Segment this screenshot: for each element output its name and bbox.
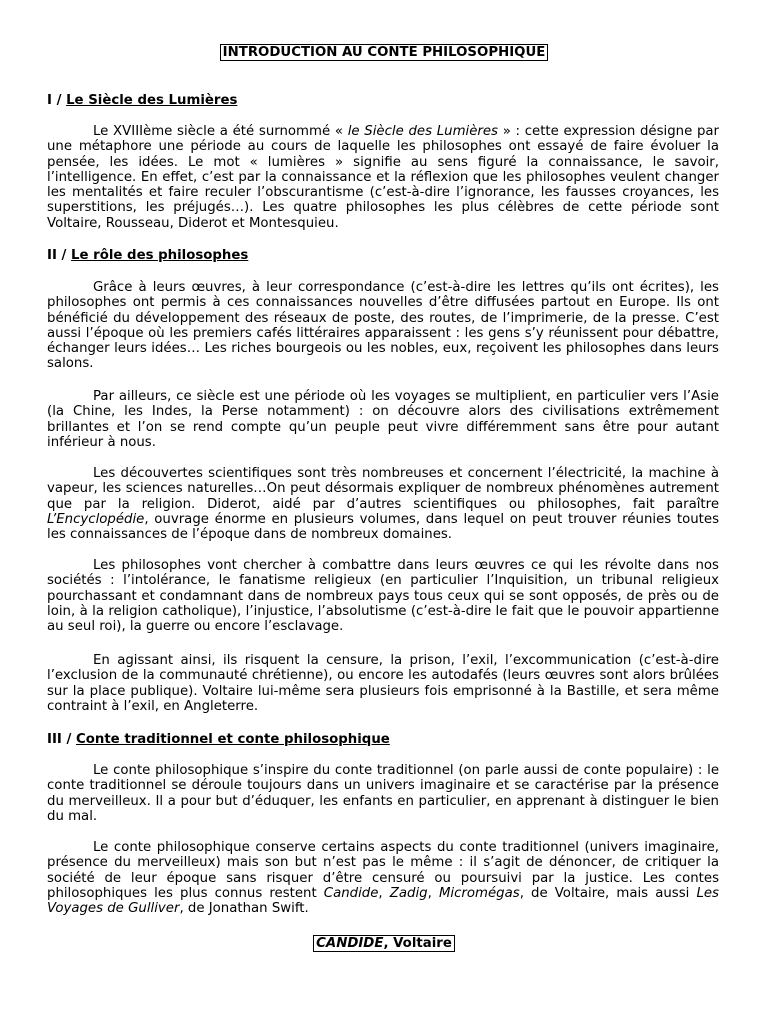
paragraph: Par ailleurs, ce siècle est une période où les voyages se multiplient, en particulier vers l’Asie (la Chine, les Indes, la Perse notamment) : on découvre alors des civilisations extrêmement brillantes et l’on se rend compte qu’un peuple peut vivre différemment sans être pour autant inférieur à nous. [47,389,719,450]
italic-title: Candide [323,885,379,901]
paragraph: Les découvertes scientifiques sont très nombreuses et concernent l’électricité, la machine à vapeur, les sciences naturelles…On peut désormais expliquer de nombreux phénomènes autrement que par la religion. Diderot, aidé par d’autres scientifiques ou philosophes, fait paraître L’Encyclopédie, ouvrage énorme en plusieurs volumes, dans lequel on peut trouver réunies toutes les connaissances de l’époque dans de nombreux domaines. [47,466,719,543]
section-title: Conte traditionnel et conte philosophique [75,732,390,747]
italic-title: L’Encyclopédie [47,511,145,527]
document-title: INTRODUCTION AU CONTE PHILOSOPHIQUE [220,44,549,61]
section-title: Le rôle des philosophes [71,248,249,263]
section-heading-2 [47,248,248,263]
italic-title: le Siècle des Lumières [347,124,498,139]
section-title: Le Siècle des Lumières [66,93,238,108]
paragraph: Les philosophes vont chercher à combattre dans leurs œuvres ce qui les révolte dans nos sociétés : l’intolérance, le fanatisme religieux (en particulier l’Inquisition, un tribunal religieux pourchassant et condamnant dans de nombreux pays tous ceux qui se sont opposés, de près ou de loin, à la religion catholique), l’injustice, l’absolutisme (c’est-à-dire le fait que le pouvoir appartienne au seul roi), la guerre ou encore l’esclavage. [47,558,719,635]
section-number: I / [47,93,62,108]
footer-work-title: CANDIDE [316,936,384,951]
italic-title: Micromégas [438,885,520,901]
italic-title: Zadig [389,885,428,901]
section-heading-3 [47,732,390,747]
paragraph: Grâce à leurs œuvres, à leur correspondance (c’est-à-dire les lettres qu’ils ont écrites), les philosophes ont permis à ces connaissances nouvelles d’être diffusées partout en Europe. Ils ont bénéficié du développement des réseaux de poste, des routes, de l’imprimerie, de la presse. C’est aussi l’époque où les premiers cafés littéraires apparaissent : les gens s’y réunissent pour débattre, échanger leurs idées… Les riches bourgeois ou les nobles, eux, reçoivent les philosophes dans leurs salons. [47,280,719,372]
paragraph: Le XVIIIème siècle a été surnommé « le Siècle des Lumières » : cette expression désigne par une métaphore une période au cours de laquelle les philosophes ont essayé de faire évoluer la pensée, les idées. Le mot « lumières » signifie au sens figuré la connaissance, le savoir, l’intelligence. En effet, c’est par la connaissance et la réflexion que les philosophes veulent changer les mentalités et faire reculer l’obscurantisme (c’est-à-dire l’ignorance, les fausses croyances, les superstitions, les préjugés…). Les quatre philosophes les plus célèbres de cette période sont Voltaire, Rousseau, Diderot et Montesquieu. [47,124,720,231]
document-title-container [0,44,768,61]
italic-title: Les Voyages de Gulliver [47,885,719,917]
paragraph: En agissant ainsi, ils risquent la censure, la prison, l’exil, l’excommunication (c’est-à-dire l’exclusion de la communauté chrétienne), ou encore les autodafés (leurs œuvres sont alors brûlées sur la place publique). Voltaire lui-même sera plusieurs fois emprisonné à la Bastille, et sera même contraint à l’exil, en Angleterre. [47,653,719,714]
footer-title-container [0,935,768,952]
paragraph: Le conte philosophique s’inspire du conte traditionnel (on parle aussi de conte populaire) : le conte traditionnel se déroule toujours dans un univers imaginaire et se caractérise par la présence du merveilleux. Il a pour but d’éduquer, les enfants en particulier, en apprenant à distinguer le bien du mal. [47,763,719,824]
section-heading-1 [47,93,237,108]
footer-title [313,935,455,952]
section-number: III / [47,732,72,747]
section-number: II / [47,248,67,263]
paragraph: Le conte philosophique conserve certains aspects du conte traditionnel (univers imaginaire, présence du merveilleux) mais son but n’est pas le même : il s’agit de dénoncer, de critiquer la société de leur époque sans risquer d’être censuré ou poursuivi par la justice. Les contes philosophiques les plus connus restent Candide, Zadig, Micromégas, de Voltaire, mais aussi Les Voyages de Gulliver, de Jonathan Swift. [47,840,719,917]
footer-author: , Voltaire [383,936,452,951]
